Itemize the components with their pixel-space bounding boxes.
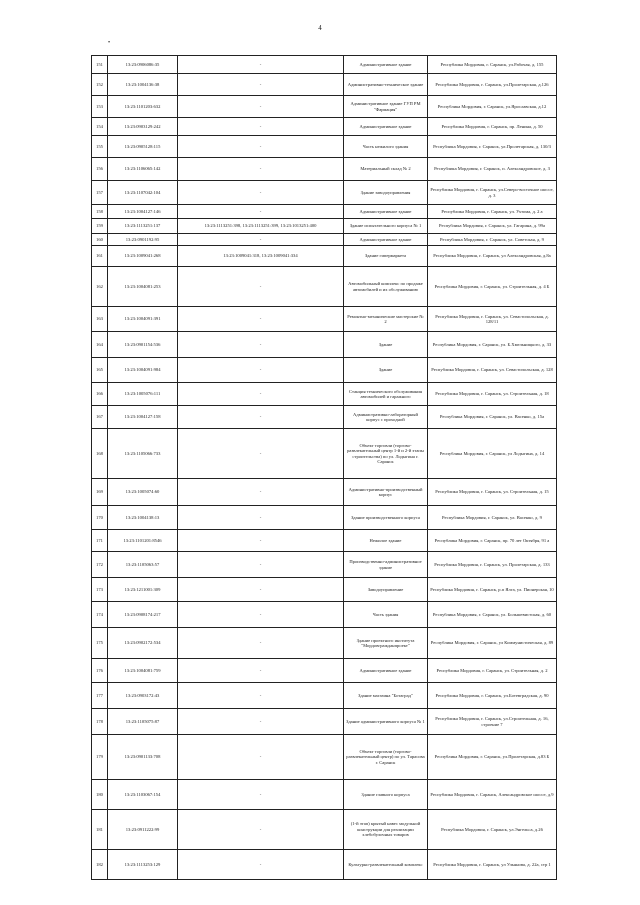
cadastral-number-cell: 13:23:1105063:57: [108, 552, 178, 578]
object-name-cell: Здание: [344, 332, 428, 358]
address-cell: Республика Мордовия, г. Саранск, ул Лодыгина, д. 14: [428, 429, 557, 479]
object-name-cell: Здание гипермаркета: [344, 246, 428, 267]
address-cell: Республика Мордовия, г. Саранск, ул. Строительная, д. 15: [428, 479, 557, 506]
table-row: [92, 307, 557, 332]
row-number-cell: 170: [92, 506, 108, 530]
object-name-cell: Автомобильный комплекс по продаже автомобилей и их обслуживанию: [344, 267, 428, 307]
row-number-cell: 155: [92, 136, 108, 158]
table-row: [92, 383, 557, 406]
address-cell: Республика Мордовия, г. Саранск, ул.Пролетарская, д. 130/3: [428, 136, 557, 158]
table-row: [92, 96, 557, 118]
address-cell: Республика Мордовия, г. Саранск, ул. Гагарина, д. 99а: [428, 219, 557, 234]
related-cadastral-cell: -: [178, 358, 344, 383]
row-number-cell: 174: [92, 602, 108, 628]
cadastral-number-cell: 13:23:1004081:253: [108, 267, 178, 307]
object-name-cell: Ремонтно-механические мастерские № 2: [344, 307, 428, 332]
row-number-cell: 172: [92, 552, 108, 578]
object-name-cell: Административное здание ГУП РМ "Фармация": [344, 96, 428, 118]
cadastral-number-cell: 13:23:1005074:60: [108, 479, 178, 506]
row-number-cell: 151: [92, 56, 108, 74]
related-cadastral-cell: -: [178, 383, 344, 406]
related-cadastral-cell: -: [178, 136, 344, 158]
table-row: [92, 332, 557, 358]
row-number-cell: 169: [92, 479, 108, 506]
cadastral-number-cell: 13:23:0903172:43: [108, 683, 178, 709]
table-row: [92, 234, 557, 246]
cadastral-number-cell: 13:23:0901133:708: [108, 735, 178, 780]
row-number-cell: 166: [92, 383, 108, 406]
cadastral-number-cell: 13:23:0902172:534: [108, 628, 178, 659]
related-cadastral-cell: -: [178, 780, 344, 810]
row-number-cell: 176: [92, 659, 108, 683]
cadastral-number-cell: 13:23:0911222:99: [108, 810, 178, 850]
cadastral-number-cell: 13:23:1101203:632: [108, 96, 178, 118]
table-row: [92, 602, 557, 628]
table-row: [92, 628, 557, 659]
object-name-cell: Производственно-административное здание: [344, 552, 428, 578]
related-cadastral-cell: -: [178, 118, 344, 136]
table-row: [92, 552, 557, 578]
cadastral-number-cell: 13:23:1103067:154: [108, 780, 178, 810]
address-cell: Республика Мордовия, г. Саранск, ул. Большевистская, д. 60: [428, 602, 557, 628]
object-name-cell: Культурно-развлекательный комплекс: [344, 850, 428, 880]
cadastral-number-cell: 13:23:0901154:536: [108, 332, 178, 358]
object-name-cell: Административное здание: [344, 205, 428, 219]
related-cadastral-cell: 13:23:1113251:398, 13:23:1113251:399, 13:23:1013251:400: [178, 219, 344, 234]
related-cadastral-cell: -: [178, 479, 344, 506]
related-cadastral-cell: -: [178, 850, 344, 880]
related-cadastral-cell: -: [178, 810, 344, 850]
table-row: [92, 406, 557, 429]
cadastral-number-cell: 13:23:0905128:115: [108, 136, 178, 158]
object-name-cell: Материальный склад № 2: [344, 158, 428, 181]
row-number-cell: 173: [92, 578, 108, 602]
table-row: [92, 735, 557, 780]
table-row: [92, 56, 557, 74]
related-cadastral-cell: -: [178, 158, 344, 181]
address-cell: Республика Мордовия, г. Саранск, Александровское шоссе, д.9: [428, 780, 557, 810]
table-row: [92, 850, 557, 880]
related-cadastral-cell: -: [178, 332, 344, 358]
corner-mark: •: [108, 40, 111, 46]
table-row: [92, 219, 557, 234]
row-number-cell: 182: [92, 850, 108, 880]
address-cell: Республика Мордовия, г. Саранск, ул Александровская, д.8а: [428, 246, 557, 267]
row-number-cell: 152: [92, 74, 108, 96]
address-cell: Республика Мордовия, г. Саранск, ул.Энгельса, д.26: [428, 810, 557, 850]
row-number-cell: 162: [92, 267, 108, 307]
row-number-cell: 167: [92, 406, 108, 429]
row-number-cell: 163: [92, 307, 108, 332]
row-number-cell: 171: [92, 530, 108, 552]
related-cadastral-cell: -: [178, 735, 344, 780]
address-cell: Республика Мордовия, г. Саранск, ул. Б.Хмельницкого, д. 33: [428, 332, 557, 358]
address-cell: Республика Мордовия, г. Саранск, ул. Васенко, д. 9: [428, 506, 557, 530]
related-cadastral-cell: -: [178, 530, 344, 552]
table-row: [92, 118, 557, 136]
row-number-cell: 160: [92, 234, 108, 246]
register-table: [91, 55, 557, 880]
row-number-cell: 181: [92, 810, 108, 850]
cadastral-number-cell: 13:23:1004091:984: [108, 358, 178, 383]
cadastral-number-cell: 13:23:1211001:309: [108, 578, 178, 602]
object-name-cell: Здание проектного института "Мордовгражданпроект": [344, 628, 428, 659]
address-cell: Республика Мордовия, г. Саранск, ул.Рабочая, д. 155: [428, 56, 557, 74]
table-row: [92, 780, 557, 810]
related-cadastral-cell: -: [178, 406, 344, 429]
object-name-cell: Часть нежилого здания: [344, 136, 428, 158]
address-cell: Республика Мордовия, г. Саранск, ул Коммунистическая, д. 89: [428, 628, 557, 659]
address-cell: Республика Мордовия, г. Саранск, ул. Пролетарская, д. 133: [428, 552, 557, 578]
related-cadastral-cell: -: [178, 506, 344, 530]
object-name-cell: Административно-производственный корпус: [344, 479, 428, 506]
cadastral-number-cell: 13:23:1113253:129: [108, 850, 178, 880]
object-name-cell: Нежилое здание: [344, 530, 428, 552]
address-cell: Республика Мордовия, г. Саранск, ул.Строительная, д. 16, строение 7: [428, 709, 557, 735]
row-number-cell: 158: [92, 205, 108, 219]
register-table-body: [92, 56, 557, 880]
address-cell: Республика Мордовия, г. Саранск, ул. Ухтома, д. 2 а: [428, 205, 557, 219]
table-row: [92, 709, 557, 735]
table-row: [92, 530, 557, 552]
table-row: [92, 358, 557, 383]
object-name-cell: Административно-лабораторный корпус с проходной: [344, 406, 428, 429]
cadastral-number-cell: 13:23:0906086:35: [108, 56, 178, 74]
object-name-cell: Объект торговли (торгово-развлекательный центр) по ул. Тарасова г. Саранск: [344, 735, 428, 780]
related-cadastral-cell: -: [178, 602, 344, 628]
cadastral-number-cell: 13:23:1105066:733: [108, 429, 178, 479]
object-name-cell: Здание производственного корпуса: [344, 506, 428, 530]
object-name-cell: Административное здание: [344, 234, 428, 246]
table-row: [92, 578, 557, 602]
object-name-cell: Здание административного корпуса № 1: [344, 709, 428, 735]
address-cell: Республика Мордовия, г. Саранск, ул. Строительная, д. 2: [428, 659, 557, 683]
row-number-cell: 153: [92, 96, 108, 118]
table-row: [92, 246, 557, 267]
object-name-cell: Объект торговли (торгово-развлекательный центр 1-й и 2-й этапы строительства) по ул. Лодыгина г. Саранск: [344, 429, 428, 479]
address-cell: Республика Мордовия, г. Саранск, ул.Северо-восточное шоссе, д. 3: [428, 181, 557, 205]
address-cell: Республика Мордовия, г. Саранск, ул. Севастопольская, д. 128/11: [428, 307, 557, 332]
table-row: [92, 205, 557, 219]
address-cell: Республика Мордовия, г. Саранск, п. Александровское, д. 3: [428, 158, 557, 181]
related-cadastral-cell: 13:23:1009041:318, 13:23:1009041:334: [178, 246, 344, 267]
related-cadastral-cell: -: [178, 552, 344, 578]
address-cell: Республика Мордовия, г. Саранск, р.п Ялга, ул. Пионерская, 10: [428, 578, 557, 602]
row-number-cell: 178: [92, 709, 108, 735]
object-name-cell: Станция технического обслуживания автомобилей и гаражного: [344, 383, 428, 406]
address-cell: Республика Мордовия, г. Саранск, пр. 70 лет Октября, 91 а: [428, 530, 557, 552]
address-cell: Республика Мордовия, г. Саранск, ул.Пролетарская, д.126: [428, 74, 557, 96]
cadastral-number-cell: 13:23:1107042:104: [108, 181, 178, 205]
cadastral-number-cell: 13:23:1101201:8546: [108, 530, 178, 552]
row-number-cell: 180: [92, 780, 108, 810]
related-cadastral-cell: -: [178, 205, 344, 219]
cadastral-number-cell: 13:23:1004138:13: [108, 506, 178, 530]
row-number-cell: 179: [92, 735, 108, 780]
object-name-cell: Административное здание: [344, 56, 428, 74]
cadastral-number-cell: 13:23:1004081:759: [108, 659, 178, 683]
row-number-cell: 154: [92, 118, 108, 136]
address-cell: Республика Мордовия, г. Саранск, ул. Советская, д. 9: [428, 234, 557, 246]
related-cadastral-cell: -: [178, 683, 344, 709]
table-row: [92, 158, 557, 181]
row-number-cell: 159: [92, 219, 108, 234]
row-number-cell: 165: [92, 358, 108, 383]
row-number-cell: 164: [92, 332, 108, 358]
object-name-cell: Здание главного корпуса: [344, 780, 428, 810]
related-cadastral-cell: -: [178, 74, 344, 96]
cadastral-number-cell: 13:23:1004136:38: [108, 74, 178, 96]
row-number-cell: 177: [92, 683, 108, 709]
object-name-cell: Здание испытательного корпуса № 1: [344, 219, 428, 234]
related-cadastral-cell: -: [178, 628, 344, 659]
row-number-cell: 161: [92, 246, 108, 267]
object-name-cell: Административно-техническое здание: [344, 74, 428, 96]
cadastral-number-cell: 13:23:1004127:158: [108, 406, 178, 429]
row-number-cell: 156: [92, 158, 108, 181]
address-cell: Республика Мордовия, г. Саранск, ул.Ботевградская, д. 90: [428, 683, 557, 709]
related-cadastral-cell: -: [178, 267, 344, 307]
cadastral-number-cell: 13:23:1105075:87: [108, 709, 178, 735]
related-cadastral-cell: -: [178, 659, 344, 683]
address-cell: Республика Мордовия, г. Саранск, ул. Строительная, д. 4 Б: [428, 267, 557, 307]
object-name-cell: Заводоуправление: [344, 578, 428, 602]
cadastral-number-cell: 13:23:1004127:146: [108, 205, 178, 219]
cadastral-number-cell: 13:23:1009041:268: [108, 246, 178, 267]
related-cadastral-cell: -: [178, 429, 344, 479]
table-row: [92, 181, 557, 205]
table-row: [92, 506, 557, 530]
object-name-cell: Административное здание: [344, 118, 428, 136]
object-name-cell: Здание магазина "Ботаград": [344, 683, 428, 709]
cadastral-number-cell: 13:23:1004091:391: [108, 307, 178, 332]
row-number-cell: 175: [92, 628, 108, 659]
address-cell: Республика Мордовия, г. Саранск, ул. Васенко, д. 15а: [428, 406, 557, 429]
related-cadastral-cell: -: [178, 307, 344, 332]
table-row: [92, 429, 557, 479]
row-number-cell: 157: [92, 181, 108, 205]
related-cadastral-cell: -: [178, 181, 344, 205]
address-cell: Республика Мордовия, г. Саранск, ул Ульянова, д. 22а, стр 1: [428, 850, 557, 880]
address-cell: Республика Мордовия, г. Саранск, ул.Ярославская, д.12: [428, 96, 557, 118]
related-cadastral-cell: -: [178, 56, 344, 74]
address-cell: Республика Мордовия, г. Саранск, ул.Пролетарская, д.83 Б: [428, 735, 557, 780]
related-cadastral-cell: -: [178, 234, 344, 246]
cadastral-number-cell: 13:23:1113251:137: [108, 219, 178, 234]
table-row: [92, 479, 557, 506]
cadastral-number-cell: 13:23:0908174:217: [108, 602, 178, 628]
related-cadastral-cell: -: [178, 578, 344, 602]
cadastral-number-cell: 13:23:0901192:95: [108, 234, 178, 246]
address-cell: Республика Мордовия, г. Саранск, ул. Севастопольская, д. 128: [428, 358, 557, 383]
related-cadastral-cell: -: [178, 709, 344, 735]
related-cadastral-cell: -: [178, 96, 344, 118]
table-row: [92, 683, 557, 709]
object-name-cell: (1-й этап) крытый навес модульной конструкции для реализации хлебобулочных товаров: [344, 810, 428, 850]
object-name-cell: Административное здание: [344, 659, 428, 683]
cadastral-number-cell: 13:23:1005076:111: [108, 383, 178, 406]
row-number-cell: 168: [92, 429, 108, 479]
object-name-cell: Здание заводоуправления: [344, 181, 428, 205]
table-row: [92, 74, 557, 96]
table-row: [92, 267, 557, 307]
table-row: [92, 136, 557, 158]
table-row: [92, 659, 557, 683]
table-row: [92, 810, 557, 850]
cadastral-number-cell: 13:23:1106065:142: [108, 158, 178, 181]
address-cell: Республика Мордовия, г. Саранск, ул. Строительная, д. 18: [428, 383, 557, 406]
page-number: 4: [318, 24, 322, 32]
object-name-cell: Здание: [344, 358, 428, 383]
object-name-cell: Часть здания: [344, 602, 428, 628]
address-cell: Республика Мордовия, г. Саранск, пр. Ленина, д. 50: [428, 118, 557, 136]
cadastral-number-cell: 13:23:0903129:242: [108, 118, 178, 136]
